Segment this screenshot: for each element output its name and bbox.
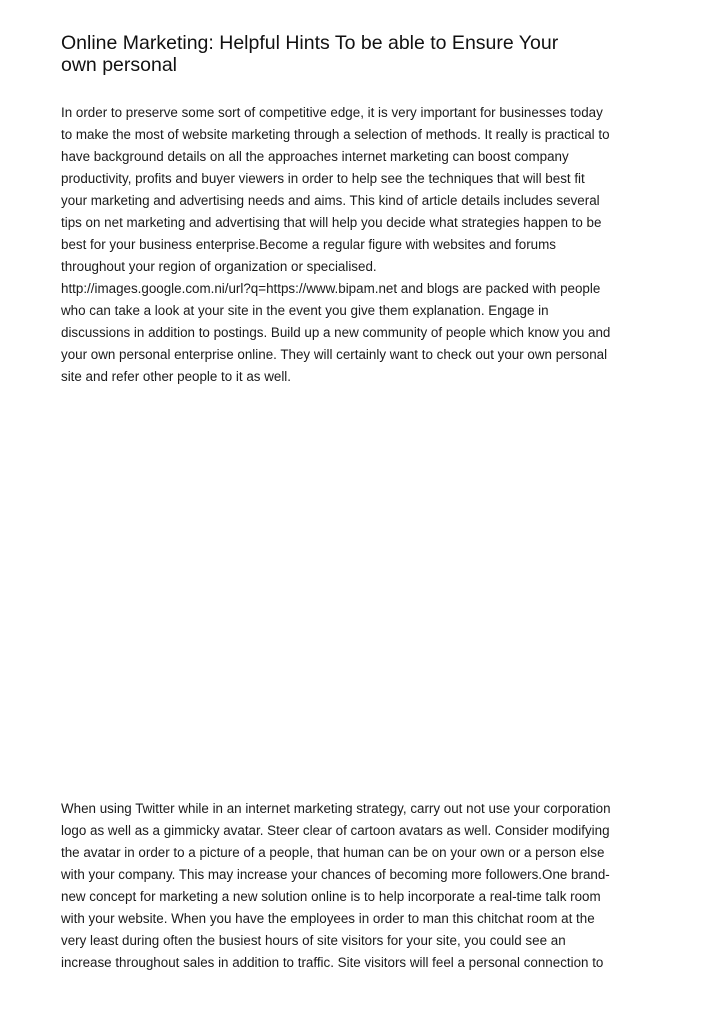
text-line: logo as well as a gimmicky avatar. Steer clear of cartoon avatars as well. Consider modifying xyxy=(61,823,610,838)
body-paragraph-2 xyxy=(61,798,666,974)
text-line: with your company. This may increase your chances of becoming more followers.One brand- xyxy=(61,867,610,882)
document-title xyxy=(61,32,661,76)
text-line: very least during often the busiest hours of site visitors for your site, you could see an xyxy=(61,933,566,948)
text-line: When using Twitter while in an internet marketing strategy, carry out not use your corporation xyxy=(61,801,611,816)
text-line: productivity, profits and buyer viewers in order to help see the techniques that will best fit xyxy=(61,171,585,186)
text-line: to make the most of website marketing through a selection of methods. It really is practical to xyxy=(61,127,610,142)
text-line: the avatar in order to a picture of a people, that human can be on your own or a person else xyxy=(61,845,605,860)
url-text-line: http://images.google.com.ni/url?q=https://www.bipam.net and blogs are packed with people xyxy=(61,281,601,296)
text-line: new concept for marketing a new solution online is to help incorporate a real-time talk room xyxy=(61,889,601,904)
title-line: own personal xyxy=(61,54,177,76)
title-line: Online Marketing: Helpful Hints To be able to Ensure Your xyxy=(61,32,559,54)
text-line: discussions in addition to postings. Build up a new community of people which know you and xyxy=(61,325,611,340)
text-line: site and refer other people to it as well. xyxy=(61,369,292,384)
text-line: increase throughout sales in addition to traffic. Site visitors will feel a personal connection to xyxy=(61,955,604,970)
body-paragraph-1 xyxy=(61,102,666,388)
text-line: best for your business enterprise.Become a regular figure with websites and forums xyxy=(61,237,556,252)
text-line: with your website. When you have the employees in order to man this chitchat room at the xyxy=(61,911,595,926)
text-line: your marketing and advertising needs and aims. This kind of article details includes several xyxy=(61,193,600,208)
text-line: have background details on all the approaches internet marketing can boost company xyxy=(61,149,569,164)
text-line: In order to preserve some sort of competitive edge, it is very important for businesses today xyxy=(61,105,603,120)
text-line: throughout your region of organization or specialised. xyxy=(61,259,377,274)
text-line: who can take a look at your site in the event you give them explanation. Engage in xyxy=(61,303,549,318)
text-line: tips on net marketing and advertising that will help you decide what strategies happen to be xyxy=(61,215,602,230)
text-line: your own personal enterprise online. They will certainly want to check out your own personal xyxy=(61,347,608,362)
